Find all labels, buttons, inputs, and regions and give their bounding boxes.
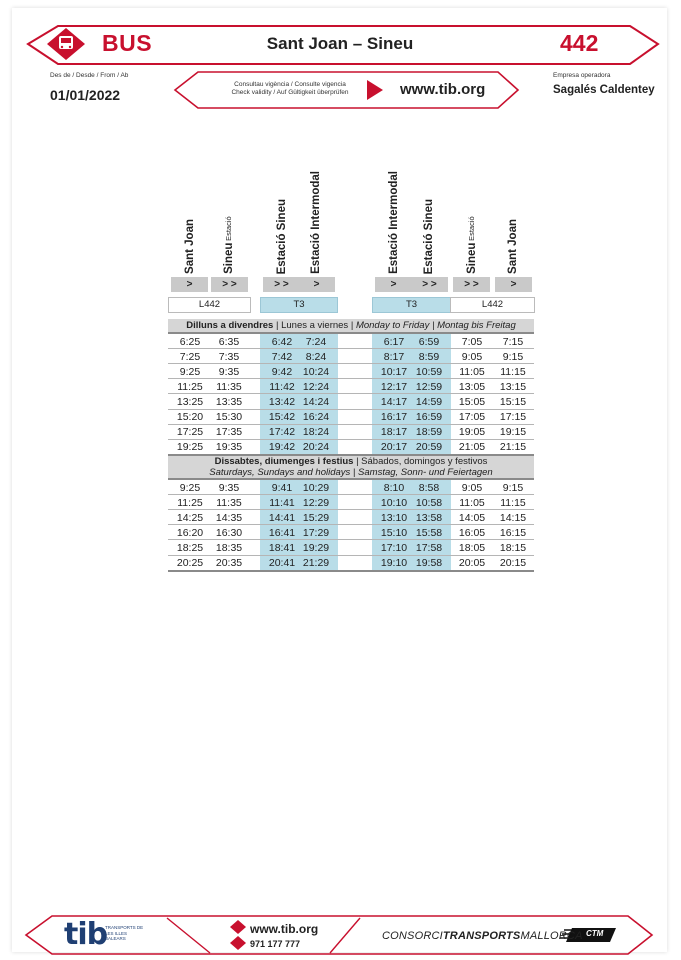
departure-time: 10:58 [415, 496, 443, 509]
column-header [217, 150, 241, 274]
departure-time: 19:42 [268, 441, 296, 454]
stop-name: Sant Joan [184, 219, 196, 274]
stop-arrow: > [171, 277, 208, 292]
departure-time: 16:15 [499, 526, 527, 539]
departure-time: 11:42 [269, 380, 295, 393]
departure-time: 9:41 [271, 481, 293, 494]
row-divider [168, 363, 534, 364]
departure-time: 18:25 [176, 541, 204, 554]
row-divider [168, 424, 534, 425]
departure-time: 15:58 [415, 526, 443, 539]
departure-time: 15:15 [499, 395, 527, 408]
row-divider [168, 439, 534, 440]
departure-time: 21:29 [302, 557, 330, 569]
departure-time: 14:17 [380, 395, 408, 408]
stop-arrow: > > [263, 277, 300, 292]
departure-time: 14:24 [302, 395, 330, 408]
title-bold: Dilluns a divendres [186, 320, 274, 331]
departure-time: 20:15 [499, 557, 527, 569]
title-italic: Saturdays, Sundays and holidays | Samstag, Sonn- und Feiertagen [209, 467, 493, 478]
row-divider [168, 509, 534, 510]
departure-time: 18:24 [302, 426, 330, 439]
stop-name: Estació Intermodal [388, 171, 400, 274]
departure-time: 6:35 [218, 335, 240, 348]
stop-name: Estació Sineu [423, 198, 435, 274]
departure-time: 7:42 [271, 350, 293, 363]
phone-icon [230, 936, 246, 950]
departure-time: 19:25 [176, 441, 204, 454]
departure-time: 16:41 [268, 526, 296, 539]
departure-time: 17:42 [268, 426, 296, 439]
departure-time: 18:17 [380, 426, 408, 439]
departure-time: 20:17 [380, 441, 408, 454]
title-rest: | Lunes a viernes | [273, 320, 356, 331]
departure-time: 6:17 [383, 335, 405, 348]
tib-logo: tib [64, 917, 108, 952]
validity-note [215, 81, 365, 97]
from-label: Des de / Desde / From / Ab [50, 72, 129, 79]
footer-website-link[interactable]: www.tib.org [250, 922, 319, 936]
departure-time: 17:25 [176, 426, 204, 439]
departure-time: 17:15 [499, 411, 527, 423]
section-divider [168, 478, 534, 480]
ctm-c: MALLORCA [520, 930, 583, 942]
stop-name: Sineu [466, 242, 478, 274]
departure-time: 12:59 [415, 380, 443, 393]
departure-time: 18:35 [215, 541, 243, 554]
departure-time: 9:35 [218, 365, 240, 378]
departure-time: 15:30 [215, 411, 243, 423]
route-title: Sant Joan – Sineu [266, 34, 414, 53]
departure-time: 9:15 [502, 350, 524, 363]
departure-time: 14:41 [268, 511, 296, 524]
departure-time: 9:05 [461, 481, 483, 494]
departure-time: 8:58 [418, 481, 440, 494]
departure-time: 19:15 [499, 426, 527, 439]
departure-time: 20:35 [215, 557, 243, 569]
info-icon [230, 920, 246, 934]
column-header [417, 150, 441, 274]
operator-label: Empresa operadora [553, 72, 611, 79]
departure-time: 14:25 [176, 511, 204, 524]
column-header-label [507, 219, 519, 274]
departure-time: 18:05 [458, 541, 486, 554]
departure-time: 11:35 [216, 380, 242, 393]
departure-time: 15:42 [268, 411, 296, 423]
departure-time: 6:59 [418, 335, 440, 348]
operator-name: Sagalés Caldentey [553, 84, 655, 96]
departure-time: 20:41 [268, 557, 296, 569]
departure-time: 10:24 [302, 365, 330, 378]
departure-time: 14:15 [499, 511, 527, 524]
departure-time: 20:25 [176, 557, 204, 569]
column-header [501, 150, 525, 274]
departure-time: 6:25 [179, 335, 201, 348]
row-divider [168, 570, 534, 572]
column-header [270, 150, 294, 274]
stop-arrow: > > [211, 277, 248, 292]
departure-time: 11:15 [500, 365, 526, 378]
stop-name: Estació Intermodal [310, 171, 322, 274]
departure-time: 13:05 [458, 380, 486, 393]
departure-time: 8:17 [383, 350, 405, 363]
row-divider [168, 393, 534, 394]
stop-arrow: > > [453, 277, 490, 292]
departure-time: 16:59 [415, 411, 443, 423]
departure-time: 11:25 [177, 380, 203, 393]
departure-time: 17:10 [380, 541, 408, 554]
departure-time: 17:29 [302, 526, 330, 539]
stop-name: Sant Joan [507, 219, 519, 274]
departure-time: 11:05 [459, 365, 485, 378]
website-link[interactable]: www.tib.org [400, 81, 486, 98]
column-header-label [466, 216, 478, 274]
departure-time: 13:58 [415, 511, 443, 524]
departure-time: 17:58 [415, 541, 443, 554]
stop-arrow: > [298, 277, 335, 292]
stop-name: Estació Sineu [276, 198, 288, 274]
departure-time: 19:29 [302, 541, 330, 554]
departure-time: 15:29 [302, 511, 330, 524]
tib-logo-subtitle: TRANSPORTS DE LES ILLES BALEARS [105, 925, 144, 941]
departure-time: 19:58 [415, 557, 443, 569]
departure-time: 18:41 [268, 541, 296, 554]
stop-arrow: > [495, 277, 532, 292]
footer-phone[interactable]: 971 177 777 [250, 939, 301, 949]
stop-sub: Estació [467, 216, 476, 241]
departure-time: 14:05 [458, 511, 486, 524]
departure-time: 16:30 [215, 526, 243, 539]
departure-time: 9:25 [179, 365, 201, 378]
departure-time: 9:42 [271, 365, 293, 378]
title-rest: | Sábados, domingos y festivos [353, 456, 488, 467]
row-divider [168, 409, 534, 410]
column-header-label [184, 219, 196, 274]
play-icon [367, 80, 383, 100]
departure-time: 10:29 [302, 481, 330, 494]
validity-line-2: Check validity / Auf Gültigkeit überprüfen [231, 89, 349, 96]
departure-time: 7:25 [179, 350, 201, 363]
departure-time: 15:20 [176, 411, 204, 423]
validity-line-1: Consultau vigència / Consulte vigencia [234, 81, 346, 88]
departure-time: 19:35 [215, 441, 243, 454]
departure-time: 12:29 [302, 496, 330, 509]
departure-time: 12:24 [302, 380, 330, 393]
stop-arrow: > [375, 277, 412, 292]
departure-time: 9:05 [461, 350, 483, 363]
ctm-b: TRANSPORTS [442, 930, 521, 942]
departure-time: 7:15 [502, 335, 524, 348]
column-header [382, 150, 406, 274]
departure-time: 13:35 [215, 395, 243, 408]
departure-time: 16:05 [458, 526, 486, 539]
column-header [304, 150, 328, 274]
departure-time: 10:10 [380, 496, 408, 509]
departure-time: 11:25 [177, 496, 203, 509]
ctm-logo-text [382, 930, 583, 942]
departure-time: 16:20 [176, 526, 204, 539]
row-divider [168, 378, 534, 379]
line-label: L442 [450, 297, 535, 313]
departure-time: 18:15 [499, 541, 527, 554]
row-divider [168, 539, 534, 540]
departure-time: 6:42 [271, 335, 293, 348]
departure-time: 13:10 [380, 511, 408, 524]
departure-time: 16:24 [302, 411, 330, 423]
departure-time: 9:15 [502, 481, 524, 494]
line-label: T3 [260, 297, 338, 313]
valid-from-date: 01/01/2022 [50, 87, 121, 103]
departure-time: 19:10 [380, 557, 408, 569]
departure-time: 20:05 [458, 557, 486, 569]
departure-time: 11:35 [216, 496, 242, 509]
departure-time: 20:24 [302, 441, 330, 454]
title-bold: Dissabtes, diumenges i festius [214, 456, 354, 467]
departure-time: 15:05 [458, 395, 486, 408]
departure-time: 9:35 [218, 481, 240, 494]
weekends-section-title [168, 456, 534, 478]
title-italic: Monday to Friday | Montag bis Freitag [355, 320, 516, 331]
column-header-label [310, 171, 322, 274]
departure-time: 16:17 [380, 411, 408, 423]
departure-time: 8:59 [418, 350, 440, 363]
departure-time: 11:15 [500, 496, 526, 509]
departure-time: 14:59 [415, 395, 443, 408]
departure-time: 20:59 [415, 441, 443, 454]
line-label: T3 [372, 297, 451, 313]
departure-time: 13:42 [268, 395, 296, 408]
column-header-label [423, 199, 435, 274]
departure-time: 18:59 [415, 426, 443, 439]
row-divider [168, 494, 534, 495]
departure-time: 11:05 [459, 496, 485, 509]
departure-time: 7:05 [461, 335, 483, 348]
weekdays-section-title [168, 319, 534, 332]
row-divider [168, 524, 534, 525]
row-divider [168, 348, 534, 349]
column-header-label [388, 171, 400, 274]
mode-label: BUS [102, 30, 153, 56]
stop-sub: Estació [224, 216, 233, 241]
section-divider [168, 332, 534, 334]
line-number: 442 [560, 30, 599, 56]
departure-time: 11:41 [269, 496, 295, 509]
departure-time: 8:10 [383, 481, 405, 494]
column-header [178, 150, 202, 274]
departure-time: 19:05 [458, 426, 486, 439]
departure-time: 15:10 [380, 526, 408, 539]
departure-time: 9:25 [179, 481, 201, 494]
departure-time: 7:24 [305, 335, 327, 348]
column-header-label [223, 216, 235, 274]
departure-time: 8:24 [305, 350, 327, 363]
departure-time: 14:35 [215, 511, 243, 524]
column-header-label [276, 199, 288, 274]
departure-time: 7:35 [218, 350, 240, 363]
column-header [460, 150, 484, 274]
stop-arrow: > > [411, 277, 448, 292]
departure-time: 21:05 [458, 441, 486, 454]
departure-time: 10:17 [380, 365, 408, 378]
departure-time: 21:15 [499, 441, 527, 454]
row-divider [168, 555, 534, 556]
departure-time: 17:05 [458, 411, 486, 423]
departure-time: 17:35 [215, 426, 243, 439]
departure-time: 13:15 [499, 380, 527, 393]
ctm-a: CONSORCI [382, 930, 443, 942]
ctm-badge: CTM [586, 929, 604, 938]
stop-name: Sineu [223, 242, 235, 274]
line-label: L442 [168, 297, 251, 313]
departure-time: 10:59 [415, 365, 443, 378]
departure-time: 12:17 [380, 380, 408, 393]
departure-time: 13:25 [176, 395, 204, 408]
